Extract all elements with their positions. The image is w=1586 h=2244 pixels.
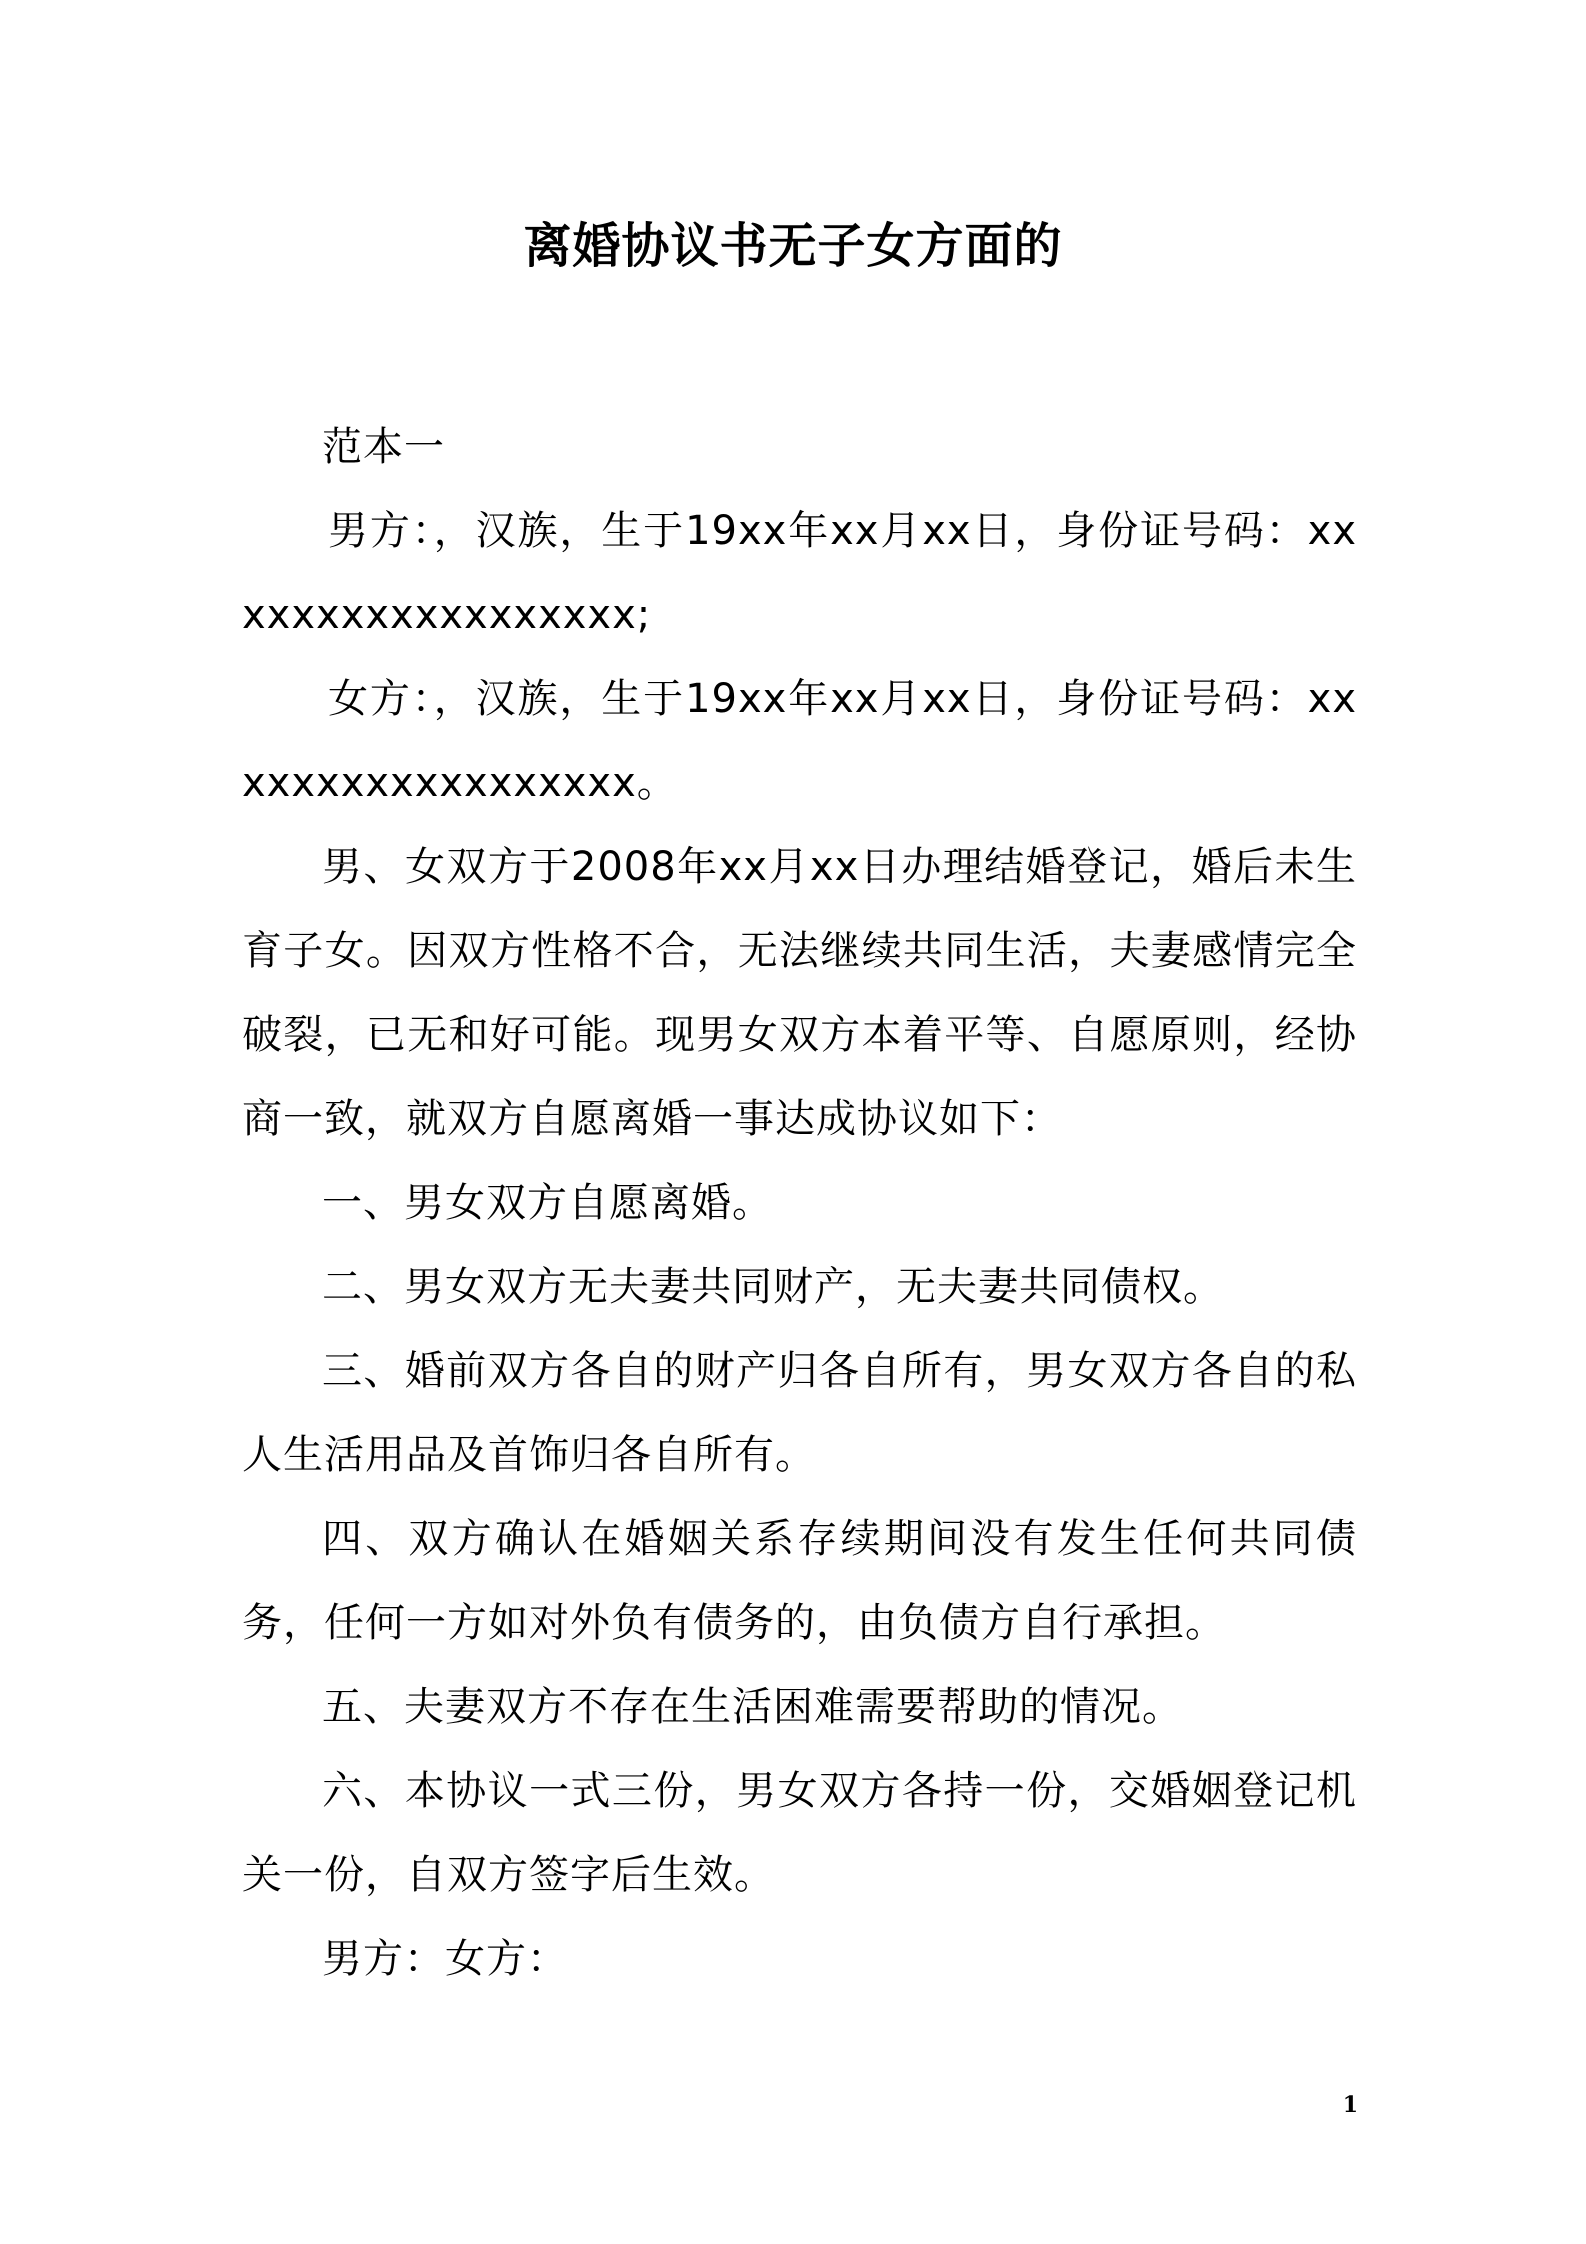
document-title: 离婚协议书无子女方面的 xyxy=(523,218,1063,274)
signature-line: 男方：女方： xyxy=(322,1936,568,1982)
intro-paragraph: 男、女双方于2008年xx月xx日办理结婚登记，婚后未生育子女。因双方性格不合，无法继续共同生活，夫妻感情完全破裂，已无和好可能。现男女双方本着平等、自愿原则，经协商一致，就双方自愿离婚一事达成协议如下： xyxy=(242,844,1357,1142)
clause-2: 二、男女双方无夫妻共同财产，无夫妻共同债权。 xyxy=(322,1264,1224,1310)
husband-info: 男方：，汉族，生于19xx年xx月xx日，身份证号码：xxxxxxxxxxxxxxxxxx; xyxy=(242,508,1357,638)
page-number: 1 xyxy=(1342,2092,1358,2118)
template-label: 范本一 xyxy=(322,424,445,470)
clause-4: 四、双方确认在婚姻关系存续期间没有发生任何共同债务，任何一方如对外负有债务的，由负债方自行承担。 xyxy=(242,1516,1357,1646)
clause-6: 六、本协议一式三份，男女双方各持一份，交婚姻登记机关一份，自双方签字后生效。 xyxy=(242,1768,1357,1898)
document-body xyxy=(242,405,1357,2001)
wife-info: 女方：，汉族，生于19xx年xx月xx日，身份证号码：xxxxxxxxxxxxxxxxxx。 xyxy=(242,676,1357,806)
clause-1: 一、男女双方自愿离婚。 xyxy=(322,1180,773,1226)
clause-5: 五、夫妻双方不存在生活困难需要帮助的情况。 xyxy=(322,1684,1183,1730)
clause-3: 三、婚前双方各自的财产归各自所有，男女双方各自的私人生活用品及首饰归各自所有。 xyxy=(242,1348,1357,1478)
